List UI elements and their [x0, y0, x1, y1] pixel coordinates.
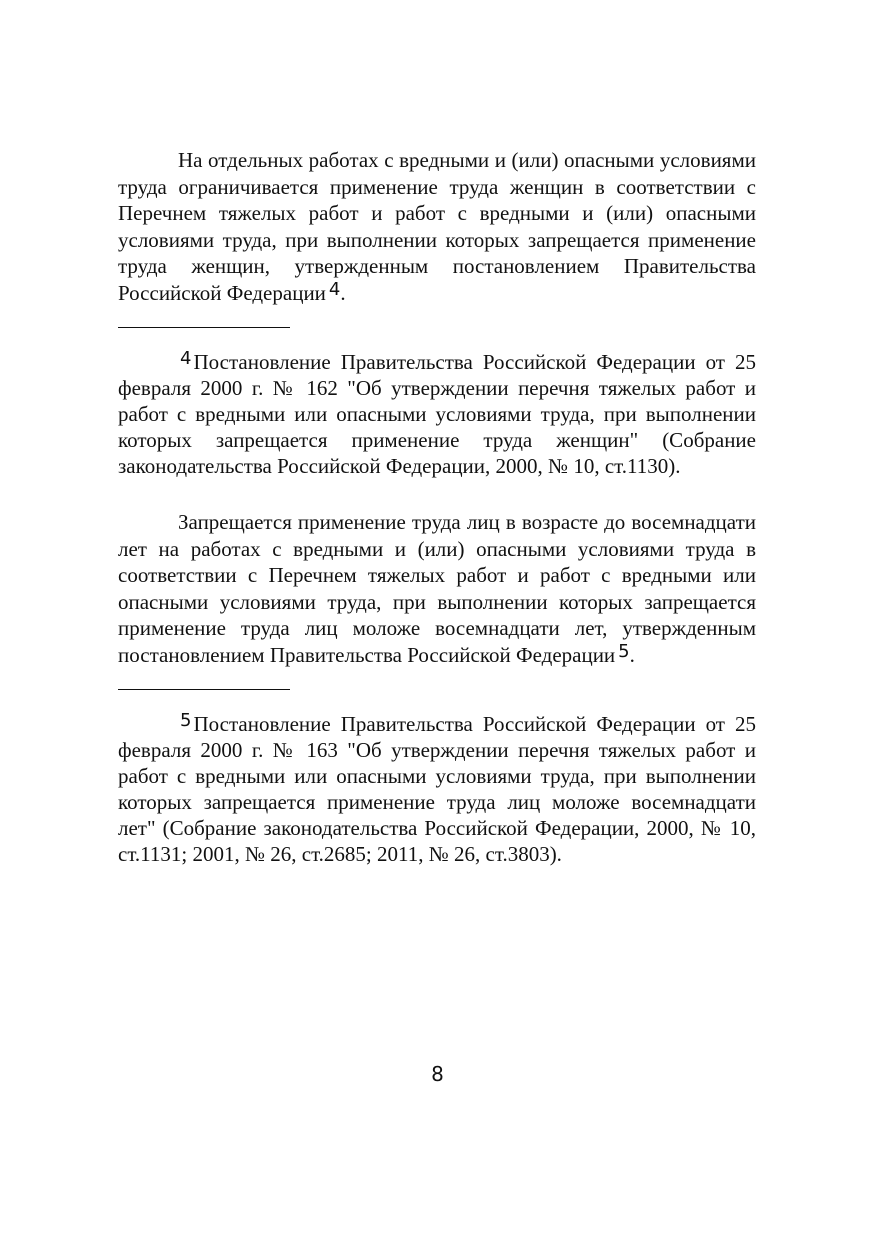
footnote-text: Постановление Правительства Российской Федерации от 25 февраля 2000 г. № 162 "Об утверждении перечня тяжелых работ и работ с вредными или опасными условиями труда, при выполнении которых запрещается применение труда женщин" (Собрание законодательства Российской Федерации, 2000, № 10, ст.1130). [118, 350, 756, 478]
footnote-5 [118, 711, 756, 867]
page-number: 8 [431, 1062, 444, 1086]
paragraph-text: На отдельных работах с вредными и (или) опасными условиями труда ограничивается применение труда женщин в соответствии с Перечнем тяжелых работ и работ с вредными и (или) опасными условиями труда, при выполнении которых запрещается применение труда женщин, утвержденным постановлением Правительства Российской Федерации [118, 148, 756, 305]
paragraph-minors-restrictions [118, 509, 756, 668]
footnote-reference-5[interactable]: 5 [618, 640, 630, 662]
paragraph-end-punctuation: . [340, 280, 346, 305]
footnote-mark: 5 [180, 710, 192, 731]
footnote-4 [118, 349, 756, 479]
paragraph-text: Запрещается применение труда лиц в возрасте до восемнадцати лет на работах с вредными и (или) опасными условиями труда в соответствии с Перечнем тяжелых работ и работ с вредными или опасными условиями труда, при выполнении которых запрещается применение труда лиц моложе восемнадцати лет, утвержденным постановлением Правительства Российской Федерации [118, 510, 756, 667]
footnote-separator [118, 327, 290, 328]
footnote-reference-4[interactable]: 4 [328, 278, 341, 300]
footnote-mark: 4 [180, 348, 192, 369]
document-page [118, 142, 756, 867]
paragraph-women-restrictions [118, 147, 756, 306]
footnote-text: Постановление Правительства Российской Федерации от 25 февраля 2000 г. № 163 "Об утверждении перечня тяжелых работ и работ с вредными или опасными условиями труда, при выполнении которых запрещается применение труда лиц моложе восемнадцати лет" (Собрание законодательства Российской Федерации, 2000, № 10, ст.1131; 2001, № 26, ст.2685; 2011, № 26, ст.3803). [118, 712, 756, 866]
footnote-separator [118, 689, 290, 690]
paragraph-end-punctuation: . [629, 642, 635, 667]
